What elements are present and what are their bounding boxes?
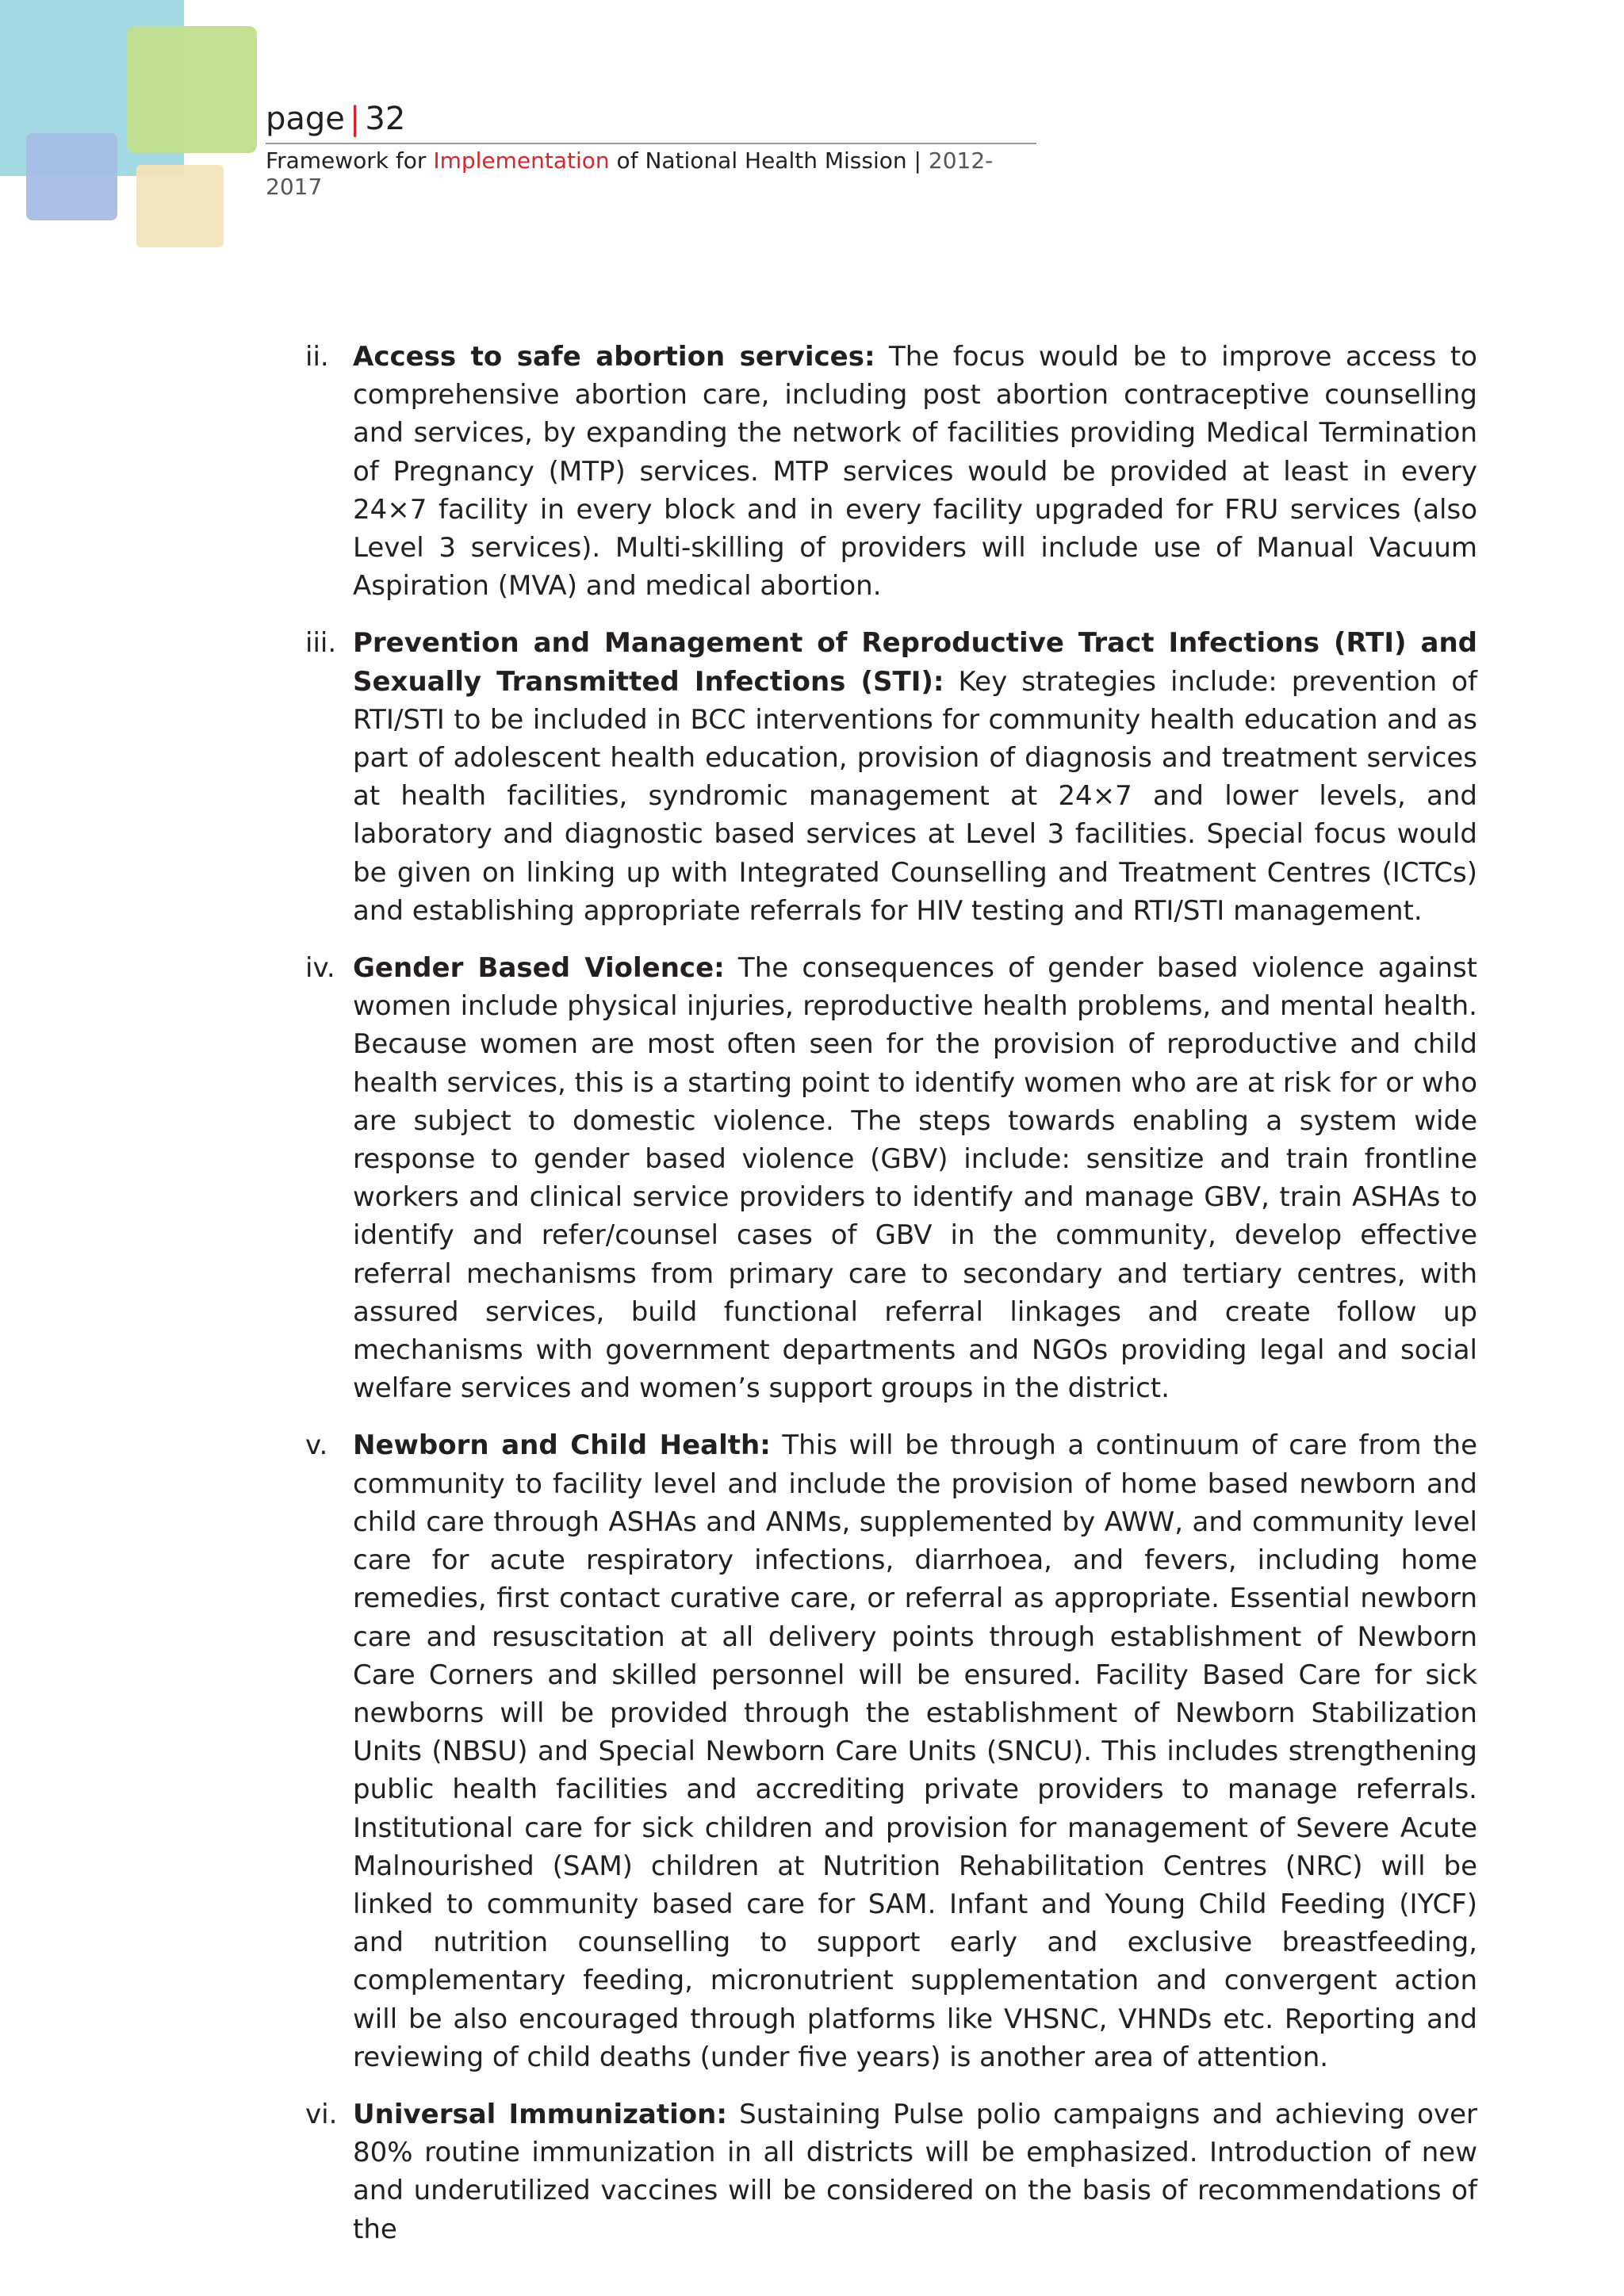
- list-item-text: [353, 1426, 1477, 2076]
- page-label: page: [266, 101, 345, 137]
- running-title-part1: Framework for: [266, 147, 434, 174]
- running-title: [266, 147, 1036, 200]
- running-title-separator: |: [906, 147, 929, 174]
- running-title-years: 2012-2017: [266, 147, 994, 200]
- decorative-square-green: [127, 26, 257, 153]
- list-item-body: The consequences of gender based violence against women include physical injuries, reproductive health problems, and mental health. Because women are most often seen for the provision of reproductive and child health services, this is a starting point to identify women who are at risk for or who are subject to domestic violence. The steps towards enabling a system wide response to gender based violence (GBV) include: sensitize and train frontline workers and clinical service providers to identify and manage GBV, train ASHAs to identify and refer/counsel cases of GBV in the community, develop effective referral mechanisms from primary care to secondary and tertiary centres, with assured services, build functional referral linkages and create follow up mechanisms with government departments and NGOs providing legal and social welfare services and women’s support groups in the district.: [353, 952, 1477, 1405]
- list-item: [305, 624, 1477, 930]
- list-item-text: [353, 2095, 1477, 2248]
- list-item-heading: Access to safe abortion services:: [353, 341, 875, 373]
- list-item-body: The focus would be to improve access to comprehensive abortion care, including post abortion contraceptive counselling and services, by expanding the network of facilities providing Medical Termination of Pregnancy (MTP) services. MTP services would be provided at least in every 24×7 facility in every block and in every facility upgraded for FRU services (also Level 3 services). Multi-skilling of providers will include use of Manual Vacuum Aspiration (MVA) and medical abortion.: [353, 341, 1477, 603]
- list-item-heading: Prevention and Management of Reproductive Tract Infections (RTI) and Sexually Transmitted Infections (STI):: [353, 627, 1477, 698]
- list-item-heading: Newborn and Child Health:: [353, 1429, 771, 1462]
- page-number-line: [266, 101, 1036, 136]
- list-item: [305, 949, 1477, 1407]
- decorative-square-beige: [136, 165, 224, 247]
- list-item-number: vi.: [305, 2098, 338, 2130]
- list-item-heading: Universal Immunization:: [353, 2098, 727, 2130]
- list-item-text: [353, 624, 1477, 930]
- decorative-square-blue: [26, 133, 117, 220]
- list-item-number: iv.: [305, 952, 335, 985]
- list-item-text: [353, 949, 1477, 1407]
- header-rule: [266, 143, 1036, 144]
- list-item-number: v.: [305, 1429, 328, 1462]
- running-title-part2: of National Health Mission: [609, 147, 907, 174]
- list-item-text: [353, 338, 1477, 605]
- list-item-number: iii.: [305, 627, 337, 660]
- main-content: [305, 338, 1477, 2267]
- running-title-highlight: Implementation: [433, 147, 610, 174]
- list-item-number: ii.: [305, 341, 329, 373]
- list-item: [305, 2095, 1477, 2248]
- list-item-body: Key strategies include: prevention of RTI/STI to be included in BCC interventions for community health education and as part of adolescent health education, provision of diagnosis and treatment services at health facilities, syndromic management at 24×7 and lower levels, and laboratory and diagnostic based services at Level 3 facilities. Special focus would be given on linking up with Integrated Counselling and Treatment Centres (ICTCs) and establishing appropriate referrals for HIV testing and RTI/STI management.: [353, 665, 1477, 927]
- list-item: [305, 338, 1477, 605]
- page-separator: |: [349, 101, 361, 137]
- list-item-body: This will be through a continuum of care from the community to facility level and include the provision of home based newborn and child care through ASHAs and ANMs, supplemented by AWW, and community level care for acute respiratory infections, diarrhoea, and fevers, including home remedies, first contact curative care, or referral as appropriate. Essential newborn care and resuscitation at all delivery points through establishment of Newborn Care Corners and skilled personnel will be ensured. Facility Based Care for sick newborns will be provided through the establishment of Newborn Stabilization Units (NBSU) and Special Newborn Care Units (SNCU). This includes strengthening public health facilities and accrediting private providers to manage referrals. Institutional care for sick children and provision for management of Severe Acute Malnourished (SAM) children at Nutrition Rehabilitation Centres (NRC) will be linked to community based care for SAM. Infant and Young Child Feeding (IYCF) and nutrition counselling to support early and exclusive breastfeeding, complementary feeding, micronutrient supplementation and convergent action will be also encouraged through platforms like VHSNC, VHNDs etc. Reporting and reviewing of child deaths (under five years) is another area of attention.: [353, 1429, 1478, 2073]
- page-header: [266, 101, 1036, 200]
- list-item-body: Sustaining Pulse polio campaigns and achieving over 80% routine immunization in all districts will be emphasized. Introduction of new and underutilized vaccines will be considered on the basis of recommendations of the: [353, 2098, 1477, 2245]
- list-item-heading: Gender Based Violence:: [353, 952, 725, 985]
- page-number: 32: [365, 101, 406, 137]
- list-item: [305, 1426, 1477, 2076]
